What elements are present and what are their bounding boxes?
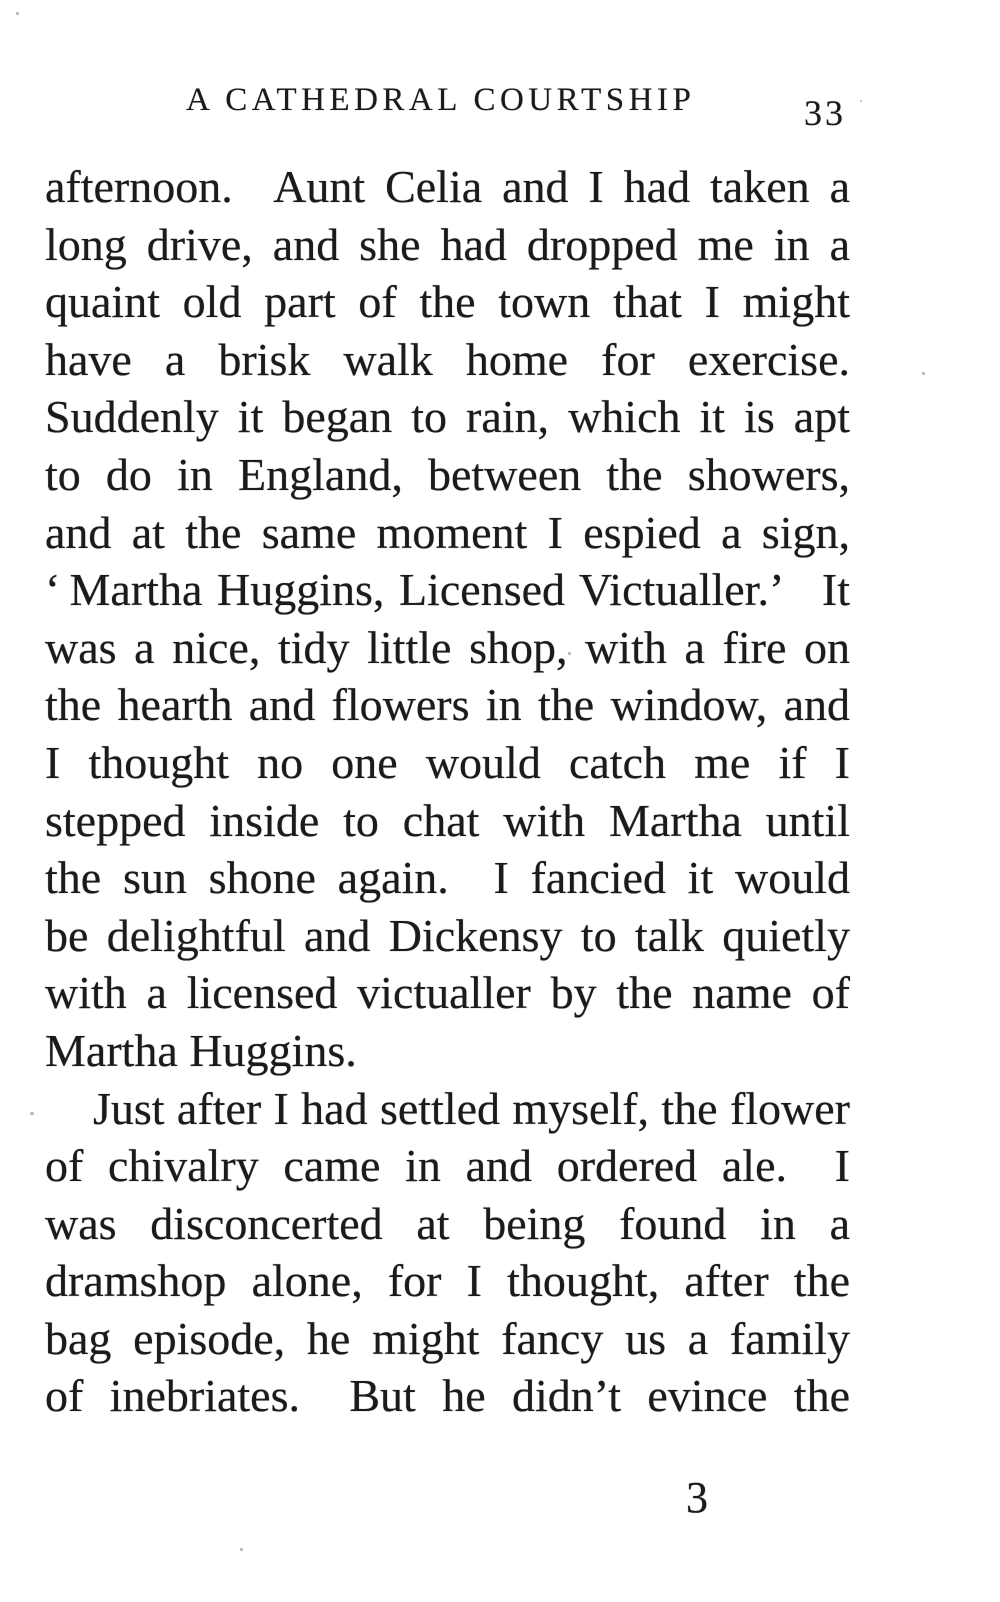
scan-speck [568,652,571,655]
page-number: 33 [804,93,846,133]
text-line: of inebriates. But he didn’t evince the [45,1370,850,1422]
text-line: long drive, and she had dropped me in a [45,218,850,270]
scan-speck [240,1548,243,1551]
text-line: the hearth and flowers in the window, and [45,679,850,731]
text-line: with a licensed victualler by the name of [45,967,850,1019]
text-line: stepped inside to chat with Martha until [45,794,850,846]
text-line-paragraph-end: Martha Huggins. [45,1024,357,1076]
text-line: was a nice, tidy little shop, with a fire on [45,621,850,673]
scan-speck [860,100,862,102]
text-line: and at the same moment I espied a sign, [45,506,850,558]
text-line: I thought no one would catch me if I [45,736,850,788]
text-line: the sun shone again. I fancied it would [45,852,850,904]
text-line: Suddenly it began to rain, which it is apt [45,391,850,443]
body-text-block [45,158,850,1425]
text-line-paragraph-start: Just after I had settled myself, the flower [93,1082,850,1134]
text-line: was disconcerted at being found in a [45,1197,850,1249]
text-line: be delightful and Dickensy to talk quietly [45,909,850,961]
text-line: ‘ Martha Huggins, Licensed Victualler.’ It [45,564,850,616]
text-line: of chivalry came in and ordered ale. I [45,1140,850,1192]
scan-speck [30,1112,34,1115]
text-line: have a brisk walk home for exercise. [45,333,850,385]
scan-speck [922,372,925,375]
signature-mark: 3 [686,1473,708,1522]
text-line: quaint old part of the town that I might [45,276,850,328]
running-header-title: A CATHEDRAL COURTSHIP [186,82,696,118]
scan-speck [16,12,19,15]
text-line: bag episode, he might fancy us a family [45,1312,850,1364]
text-line: to do in England, between the showers, [45,448,850,500]
text-line: dramshop alone, for I thought, after the [45,1255,850,1307]
text-line: afternoon. Aunt Celia and I had taken a [45,161,850,212]
